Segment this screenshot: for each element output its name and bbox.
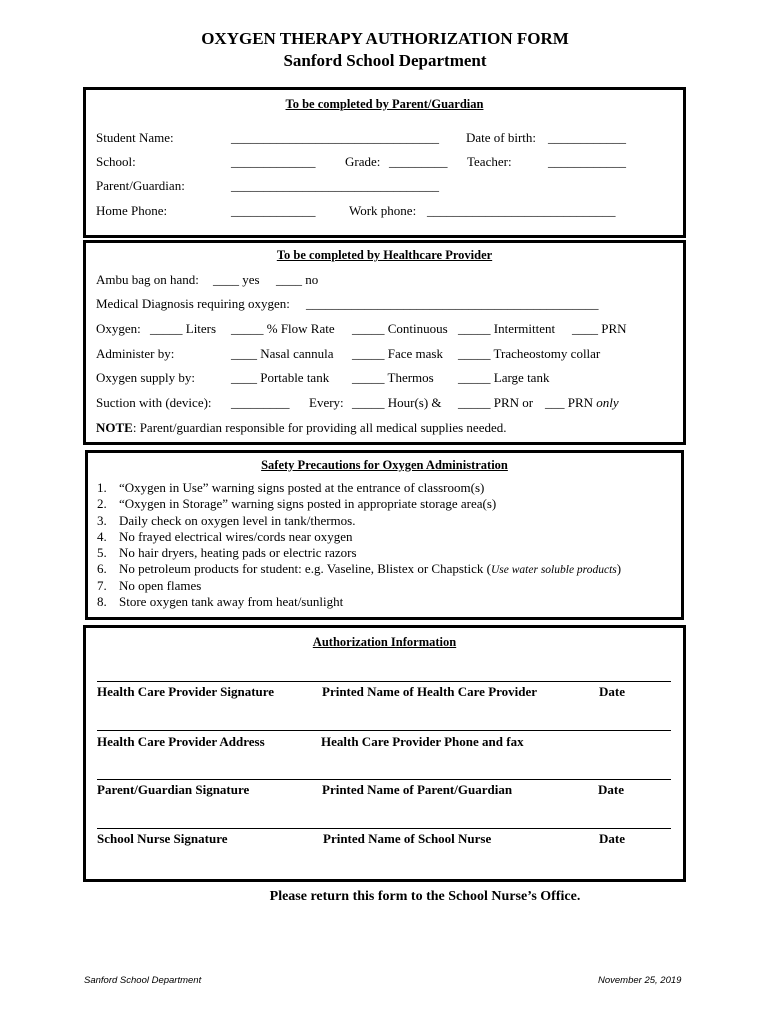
safety-item-number: 1. (97, 480, 107, 495)
suction-every-label: Every: (309, 395, 344, 410)
provider-phone-label: Health Care Provider Phone and fax (321, 734, 524, 749)
large-tank-option[interactable]: _____ Large tank (458, 370, 550, 385)
oxygen-liters-option[interactable]: _____ Liters (150, 321, 217, 336)
oxygen-label: Oxygen: (96, 321, 141, 336)
provider-address-label: Health Care Provider Address (97, 734, 265, 749)
ambu-bag-label: Ambu bag on hand: (96, 272, 199, 287)
school-field[interactable]: _____________ (231, 154, 316, 169)
dob-label: Date of birth: (466, 130, 537, 145)
suction-hours-option[interactable]: _____ Hour(s) & (352, 395, 442, 410)
note-label: NOTE (96, 420, 133, 435)
safety-item-number: 5. (97, 545, 107, 561)
page-subtitle: Sanford School Department (283, 51, 487, 70)
safety-item-italic-note: Use water soluble products (491, 564, 617, 577)
safety-item (97, 545, 621, 561)
safety-item-number: 4. (97, 528, 107, 544)
ambu-yes-option[interactable]: ____ yes (213, 272, 260, 287)
safety-item (97, 529, 621, 545)
provider-date-label: Date (599, 684, 625, 699)
signature-line-provider-address[interactable] (97, 730, 671, 731)
parent-guardian-field[interactable]: ________________________________ (231, 178, 439, 193)
student-name-label: Student Name: (96, 130, 174, 145)
home-phone-label: Home Phone: (96, 203, 168, 218)
nurse-printed-name-label: Printed Name of School Nurse (323, 831, 492, 846)
diagnosis-field[interactable]: _____________________________________________ (306, 296, 599, 311)
suction-prn-only-blank: ___ PRN (545, 395, 594, 410)
safety-item (97, 594, 621, 610)
work-phone-field[interactable]: _____________________________ (427, 203, 616, 218)
dob-field[interactable]: ____________ (548, 130, 626, 145)
safety-item-text: “Oxygen in Storage” warning signs posted in appropriate storage area(s) (119, 496, 497, 512)
note-body: : Parent/guardian responsible for providing all medical supplies needed. (132, 420, 507, 435)
signature-line-nurse[interactable] (97, 828, 671, 829)
page-title: OXYGEN THERAPY AUTHORIZATION FORM (201, 29, 569, 48)
teacher-field[interactable]: ____________ (548, 154, 626, 169)
oxygen-flow-rate-option[interactable]: _____ % Flow Rate (231, 321, 335, 336)
provider-printed-name-label: Printed Name of Health Care Provider (322, 684, 538, 699)
nasal-cannula-option[interactable]: ____ Nasal cannula (231, 346, 334, 361)
safety-list (97, 480, 621, 610)
safety-item (97, 561, 621, 577)
provider-signature-label: Health Care Provider Signature (97, 684, 275, 699)
oxygen-intermittent-option[interactable]: _____ Intermittent (458, 321, 556, 336)
school-label: School: (96, 154, 136, 169)
grade-field[interactable]: _________ (389, 154, 448, 169)
safety-item-number: 6. (97, 561, 107, 577)
nurse-date-label: Date (599, 831, 625, 846)
safety-item-number: 2. (97, 496, 107, 512)
suction-label: Suction with (device): (96, 395, 212, 410)
suction-prn-only-option[interactable] (545, 395, 619, 411)
work-phone-label: Work phone: (349, 203, 417, 218)
parent-date-label: Date (598, 782, 624, 797)
ambu-no-option[interactable]: ____ no (276, 272, 319, 287)
parent-guardian-label: Parent/Guardian: (96, 178, 185, 193)
safety-item (97, 578, 621, 594)
parent-section-heading: To be completed by Parent/Guardian (285, 97, 484, 111)
safety-item (97, 513, 621, 529)
safety-item-text: No frayed electrical wires/cords near oxygen (119, 528, 353, 544)
suction-only-text: only (596, 395, 619, 410)
home-phone-field[interactable]: _____________ (231, 203, 316, 218)
parent-signature-label: Parent/Guardian Signature (97, 782, 250, 797)
oxygen-supply-label: Oxygen supply by: (96, 370, 195, 385)
oxygen-continuous-option[interactable]: _____ Continuous (352, 321, 448, 336)
tracheostomy-collar-option[interactable]: _____ Tracheostomy collar (458, 346, 601, 361)
authorization-section-heading: Authorization Information (312, 635, 457, 649)
safety-item-number: 8. (97, 594, 107, 610)
safety-item-text: Store oxygen tank away from heat/sunlight (119, 594, 344, 610)
safety-section-heading: Safety Precautions for Oxygen Administration (261, 458, 508, 472)
safety-item-number: 3. (97, 512, 107, 528)
safety-item (97, 496, 621, 512)
safety-item-text: No petroleum products for student: e.g. Vaseline, Blistex or Chapstick ( (119, 561, 491, 577)
safety-item (97, 480, 621, 496)
healthcare-provider-section (83, 240, 686, 445)
thermos-option[interactable]: _____ Thermos (352, 370, 434, 385)
footer-right: November 25, 2019 (598, 975, 682, 986)
grade-label: Grade: (345, 154, 381, 169)
portable-tank-option[interactable]: ____ Portable tank (231, 370, 330, 385)
administer-label: Administer by: (96, 346, 175, 361)
suction-prn-or-option[interactable]: _____ PRN or (458, 395, 534, 410)
parent-printed-name-label: Printed Name of Parent/Guardian (322, 782, 513, 797)
student-name-field[interactable]: ________________________________ (231, 130, 439, 145)
safety-item-text: No open flames (119, 577, 202, 593)
diagnosis-label: Medical Diagnosis requiring oxygen: (96, 296, 290, 311)
note-text (96, 420, 507, 436)
provider-section-heading: To be completed by Healthcare Provider (276, 248, 493, 262)
safety-item-text: No hair dryers, heating pads or electric razors (119, 545, 357, 561)
face-mask-option[interactable]: _____ Face mask (352, 346, 443, 361)
footer-left: Sanford School Department (84, 975, 202, 986)
safety-item-close-paren: ) (616, 561, 622, 577)
teacher-label: Teacher: (467, 154, 512, 169)
safety-item-text: Daily check on oxygen level in tank/thermos. (119, 512, 356, 528)
safety-item-text: “Oxygen in Use” warning signs posted at the entrance of classroom(s) (119, 480, 485, 495)
return-instruction: Please return this form to the School Nurse’s Office. (269, 889, 581, 904)
oxygen-prn-option[interactable]: ____ PRN (572, 321, 627, 336)
suction-device-field[interactable]: _________ (231, 395, 290, 410)
safety-item-number: 7. (97, 577, 107, 593)
signature-line-parent[interactable] (97, 779, 671, 780)
nurse-signature-label: School Nurse Signature (97, 831, 228, 846)
signature-line-provider[interactable] (97, 681, 671, 682)
